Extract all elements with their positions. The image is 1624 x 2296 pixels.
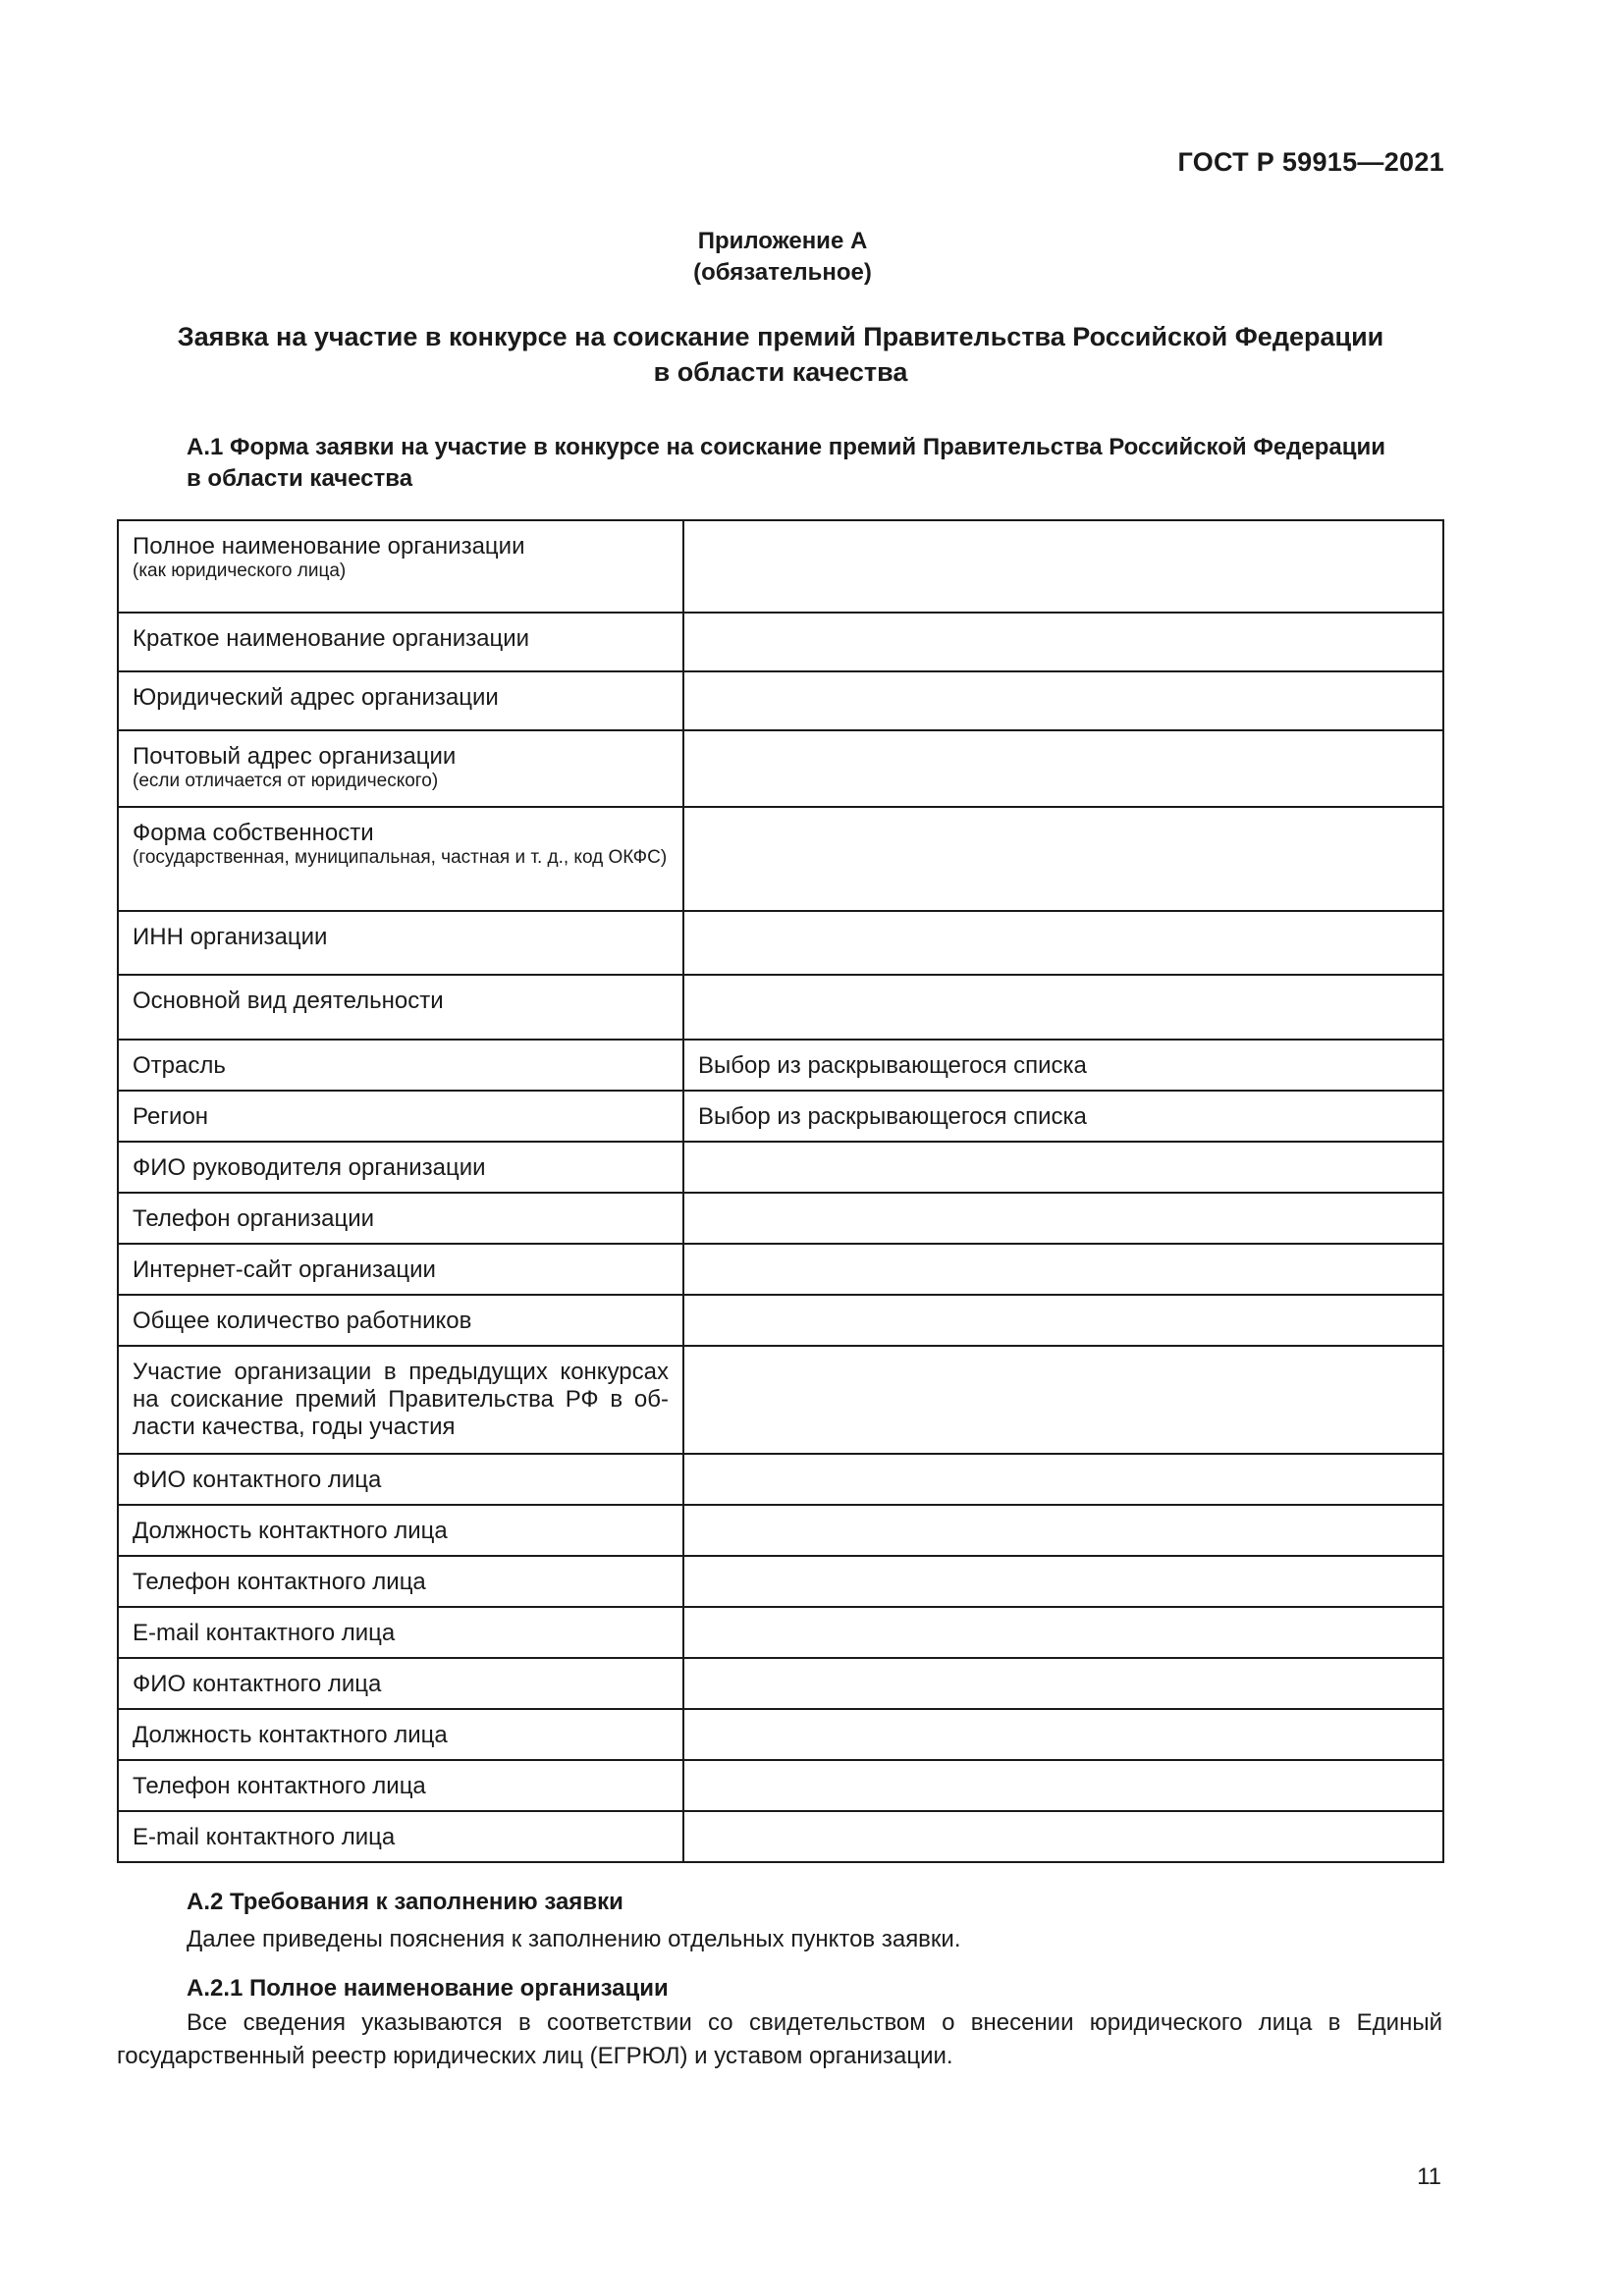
row-label: ФИО руководителя организации <box>133 1154 486 1181</box>
row-label-cell <box>118 1658 683 1709</box>
row-value-cell[interactable] <box>683 1658 1443 1709</box>
row-sublabel: (если отличается от юридического) <box>133 771 439 791</box>
table-row <box>118 911 1443 975</box>
table-row <box>118 1454 1443 1505</box>
annex-note: (обязательное) <box>693 259 872 286</box>
row-label-cell <box>118 1193 683 1244</box>
row-value-cell[interactable] <box>683 613 1443 671</box>
row-label-cell <box>118 1346 683 1454</box>
application-form-table <box>117 519 1444 1863</box>
row-value-cell[interactable] <box>683 1760 1443 1811</box>
row-value-cell[interactable] <box>683 911 1443 975</box>
row-label-cell <box>118 975 683 1040</box>
section-a2-text: Далее приведены пояснения к заполнению отдельных пунктов заявки. <box>187 1926 961 1952</box>
row-label-cell <box>118 1505 683 1556</box>
row-label-cell <box>118 730 683 807</box>
row-label-cell <box>118 1811 683 1862</box>
table-row <box>118 1040 1443 1091</box>
row-label-cell <box>118 1142 683 1193</box>
row-value-cell[interactable] <box>683 1505 1443 1556</box>
row-sublabel: (как юридического лица) <box>133 561 347 581</box>
section-a21-heading: А.2.1 Полное наименование организации <box>187 1975 669 2002</box>
row-label: Интернет-сайт организации <box>133 1256 436 1283</box>
row-label-cell <box>118 1295 683 1346</box>
table-row <box>118 1658 1443 1709</box>
row-label: ФИО контактного лица <box>133 1671 382 1697</box>
table-row <box>118 1607 1443 1658</box>
row-label-cell <box>118 807 683 911</box>
row-label: Должность контактного лица <box>133 1722 448 1748</box>
row-value-cell[interactable] <box>683 730 1443 807</box>
table-row <box>118 671 1443 730</box>
row-label: Форма собственности <box>133 820 374 846</box>
row-value-cell[interactable] <box>683 1244 1443 1295</box>
page-number: 11 <box>1417 2163 1441 2190</box>
row-label: Телефон контактного лица <box>133 1773 426 1799</box>
section-a2-heading: А.2 Требования к заполнению заявки <box>187 1889 623 1915</box>
table-row <box>118 1709 1443 1760</box>
row-label: Юридический адрес организации <box>133 684 499 711</box>
row-value-cell[interactable] <box>683 1142 1443 1193</box>
row-value-cell[interactable] <box>683 1346 1443 1454</box>
row-label-cell <box>118 520 683 613</box>
main-title-line-1: Заявка на участие в конкурсе на соискание премий Правительства Российской Федерации <box>177 322 1384 351</box>
row-label: Отрасль <box>133 1052 226 1079</box>
table-row <box>118 1556 1443 1607</box>
row-label: Участие организации в предыдущих конкурсах на соискание премий Правительства РФ в об-ласти качества, годы участия <box>133 1359 669 1440</box>
row-sublabel: (государственная, муниципальная, частная и т. д., код ОКФС) <box>133 847 668 868</box>
section-a1-heading <box>187 432 1463 495</box>
row-label-cell <box>118 613 683 671</box>
table-row <box>118 1142 1443 1193</box>
row-label-cell <box>118 1244 683 1295</box>
row-label-cell <box>118 1760 683 1811</box>
table-row <box>118 1091 1443 1142</box>
table-row <box>118 1505 1443 1556</box>
row-label: Телефон контактного лица <box>133 1569 426 1595</box>
row-value-cell[interactable] <box>683 1607 1443 1658</box>
row-value-cell[interactable] <box>683 1193 1443 1244</box>
row-value-cell[interactable] <box>683 1556 1443 1607</box>
row-label: Общее количество работников <box>133 1308 472 1334</box>
row-label-cell <box>118 1709 683 1760</box>
row-value-cell[interactable] <box>683 671 1443 730</box>
section-a1-line-1: А.1 Форма заявки на участие в конкурсе на соискание премий Правительства Российской Федерации <box>187 434 1386 460</box>
table-row <box>118 1811 1443 1862</box>
row-value-cell[interactable] <box>683 1454 1443 1505</box>
row-value-cell[interactable] <box>683 1811 1443 1862</box>
table-row <box>118 520 1443 613</box>
row-label-cell <box>118 911 683 975</box>
row-value-cell[interactable] <box>683 520 1443 613</box>
gost-code: ГОСТ Р 59915—2021 <box>1177 147 1444 177</box>
row-label: Должность контактного лица <box>133 1518 448 1544</box>
table-row <box>118 1193 1443 1244</box>
table-row <box>118 613 1443 671</box>
row-label-cell <box>118 1091 683 1142</box>
section-a21-text: Все сведения указываются в соответствии со свидетельством о внесении юридического лица в Единый государственный реестр юридических лиц (ЕГРЮЛ) и уставом организации. <box>117 2009 1442 2069</box>
row-label: ИНН организации <box>133 924 328 950</box>
main-title <box>118 319 1443 390</box>
row-label: Краткое наименование организации <box>133 625 530 652</box>
main-title-line-2: в области качества <box>653 357 908 387</box>
row-label: Почтовый адрес организации <box>133 743 457 770</box>
row-value-cell[interactable] <box>683 1295 1443 1346</box>
table-row <box>118 1244 1443 1295</box>
row-label: E-mail контактного лица <box>133 1620 396 1646</box>
row-value-cell[interactable] <box>683 1709 1443 1760</box>
row-label-cell <box>118 1040 683 1091</box>
row-label: Телефон организации <box>133 1205 375 1232</box>
row-value-cell[interactable] <box>683 975 1443 1040</box>
row-label-cell <box>118 1607 683 1658</box>
row-label-cell <box>118 1454 683 1505</box>
table-row <box>118 730 1443 807</box>
row-label-cell <box>118 1556 683 1607</box>
region-select[interactable]: Выбор из раскрывающегося списка <box>683 1091 1443 1142</box>
row-label: Полное наименование организации <box>133 533 525 560</box>
row-value-cell[interactable] <box>683 807 1443 911</box>
table-row <box>118 975 1443 1040</box>
row-label: E-mail контактного лица <box>133 1824 396 1850</box>
industry-select[interactable]: Выбор из раскрывающегося списка <box>683 1040 1443 1091</box>
row-label-cell <box>118 671 683 730</box>
section-a1-line-2: в области качества <box>187 465 413 492</box>
table-row <box>118 1346 1443 1454</box>
annex-title: Приложение А <box>697 228 868 254</box>
row-label: ФИО контактного лица <box>133 1467 382 1493</box>
row-label: Регион <box>133 1103 209 1130</box>
table-row <box>118 807 1443 911</box>
table-row <box>118 1760 1443 1811</box>
row-label: Основной вид деятельности <box>133 988 444 1014</box>
table-row <box>118 1295 1443 1346</box>
